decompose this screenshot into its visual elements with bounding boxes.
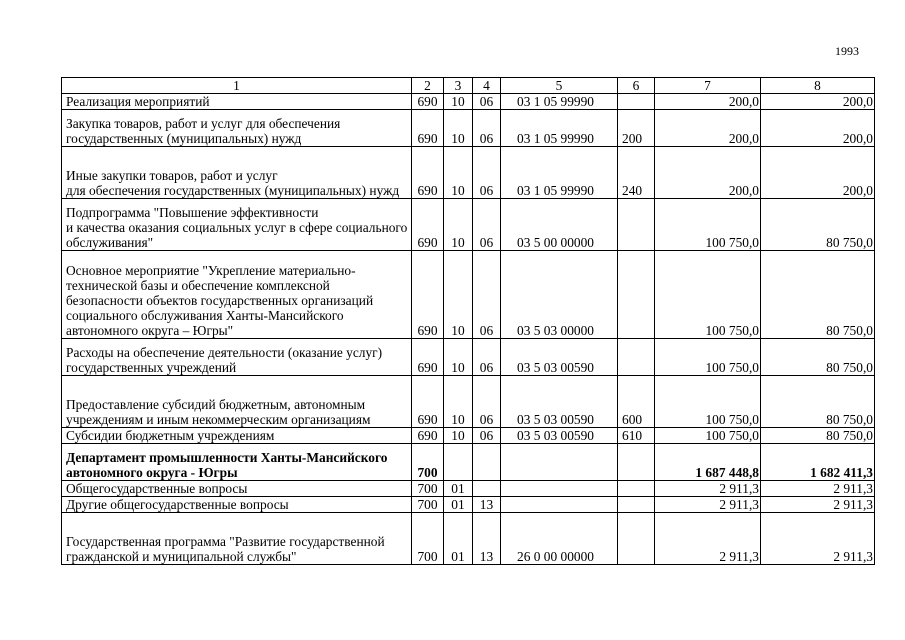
cell-target-article: 03 5 03 00590: [501, 428, 618, 444]
cell-ministry-code: 700: [412, 481, 444, 497]
cell-section: 01: [444, 497, 473, 513]
cell-amount-year1: 100 750,0: [655, 199, 761, 251]
cell-target-article: [501, 497, 618, 513]
cell-subsection: 06: [473, 339, 501, 376]
table-body: [62, 78, 875, 565]
cell-amount-year1: 100 750,0: [655, 251, 761, 339]
cell-amount-year2: 1 682 411,3: [761, 444, 875, 481]
cell-amount-year2: 200,0: [761, 94, 875, 110]
cell-expense-type: 600: [618, 376, 655, 428]
cell-amount-year1: 2 911,3: [655, 497, 761, 513]
cell-expense-type: [618, 497, 655, 513]
cell-amount-year2: 80 750,0: [761, 251, 875, 339]
cell-ministry-code: 690: [412, 428, 444, 444]
cell-name: Государственная программа "Развитие государственной гражданской и муниципальной службы": [62, 513, 412, 565]
cell-amount-year1: 1 687 448,8: [655, 444, 761, 481]
cell-name: Предоставление субсидий бюджетным, автономным учреждениям и иным некоммерческим организациям: [62, 376, 412, 428]
cell-section: 10: [444, 110, 473, 147]
cell-ministry-code: 690: [412, 376, 444, 428]
cell-section: 01: [444, 481, 473, 497]
cell-target-article: [501, 444, 618, 481]
table-row: [62, 444, 875, 481]
cell-ministry-code: 700: [412, 497, 444, 513]
cell-amount-year2: 80 750,0: [761, 428, 875, 444]
cell-subsection: 13: [473, 513, 501, 565]
cell-name: Расходы на обеспечение деятельности (оказание услуг) государственных учреждений: [62, 339, 412, 376]
cell-target-article: 26 0 00 00000: [501, 513, 618, 565]
cell-subsection: [473, 481, 501, 497]
cell-name: Департамент промышленности Ханты-Мансийского автономного округа - Югры: [62, 444, 412, 481]
column-header: 5: [501, 78, 618, 94]
column-header: 7: [655, 78, 761, 94]
cell-subsection: 06: [473, 428, 501, 444]
column-header: 8: [761, 78, 875, 94]
cell-target-article: [501, 481, 618, 497]
cell-amount-year1: 100 750,0: [655, 428, 761, 444]
cell-subsection: 06: [473, 376, 501, 428]
cell-section: 10: [444, 376, 473, 428]
cell-target-article: 03 5 03 00590: [501, 376, 618, 428]
cell-name: Субсидии бюджетным учреждениям: [62, 428, 412, 444]
table-row: [62, 147, 875, 199]
budget-table: [61, 77, 875, 565]
column-header: 3: [444, 78, 473, 94]
cell-expense-type: [618, 251, 655, 339]
table-row: [62, 497, 875, 513]
cell-name: Другие общегосударственные вопросы: [62, 497, 412, 513]
cell-ministry-code: 690: [412, 94, 444, 110]
cell-expense-type: 200: [618, 110, 655, 147]
cell-amount-year1: 100 750,0: [655, 339, 761, 376]
cell-section: [444, 444, 473, 481]
cell-subsection: 06: [473, 251, 501, 339]
cell-target-article: 03 5 00 00000: [501, 199, 618, 251]
cell-amount-year2: 200,0: [761, 147, 875, 199]
cell-ministry-code: 690: [412, 251, 444, 339]
cell-name: Реализация мероприятий: [62, 94, 412, 110]
column-header: 1: [62, 78, 412, 94]
column-header: 2: [412, 78, 444, 94]
cell-expense-type: 610: [618, 428, 655, 444]
cell-expense-type: [618, 444, 655, 481]
cell-ministry-code: 690: [412, 339, 444, 376]
cell-ministry-code: 690: [412, 199, 444, 251]
cell-section: 01: [444, 513, 473, 565]
cell-section: 10: [444, 94, 473, 110]
cell-subsection: 06: [473, 147, 501, 199]
cell-name: Иные закупки товаров, работ и услуг для обеспечения государственных (муниципальных) нужд: [62, 147, 412, 199]
cell-target-article: 03 1 05 99990: [501, 147, 618, 199]
cell-amount-year2: 2 911,3: [761, 513, 875, 565]
page-number: 1993: [835, 44, 859, 58]
cell-amount-year1: 2 911,3: [655, 481, 761, 497]
table-header-row: [62, 78, 875, 94]
table-row: [62, 199, 875, 251]
cell-section: 10: [444, 339, 473, 376]
table-row: [62, 339, 875, 376]
table-row: [62, 513, 875, 565]
table-row: [62, 251, 875, 339]
cell-expense-type: [618, 94, 655, 110]
cell-expense-type: [618, 199, 655, 251]
table-row: [62, 428, 875, 444]
cell-amount-year2: 80 750,0: [761, 199, 875, 251]
cell-section: 10: [444, 251, 473, 339]
cell-target-article: 03 1 05 99990: [501, 110, 618, 147]
cell-subsection: 06: [473, 94, 501, 110]
cell-expense-type: [618, 481, 655, 497]
cell-name: Подпрограмма "Повышение эффективности и качества оказания социальных услуг в сфере социального обслуживания": [62, 199, 412, 251]
cell-name: Закупка товаров, работ и услуг для обеспечения государственных (муниципальных) нужд: [62, 110, 412, 147]
cell-expense-type: [618, 513, 655, 565]
cell-subsection: 06: [473, 199, 501, 251]
cell-section: 10: [444, 199, 473, 251]
cell-amount-year2: 2 911,3: [761, 497, 875, 513]
cell-amount-year2: 2 911,3: [761, 481, 875, 497]
cell-ministry-code: 700: [412, 444, 444, 481]
cell-section: 10: [444, 428, 473, 444]
cell-expense-type: 240: [618, 147, 655, 199]
cell-ministry-code: 700: [412, 513, 444, 565]
cell-target-article: 03 5 03 00590: [501, 339, 618, 376]
cell-target-article: 03 5 03 00000: [501, 251, 618, 339]
column-header: 6: [618, 78, 655, 94]
cell-amount-year1: 100 750,0: [655, 376, 761, 428]
cell-amount-year1: 2 911,3: [655, 513, 761, 565]
cell-expense-type: [618, 339, 655, 376]
cell-amount-year1: 200,0: [655, 94, 761, 110]
cell-amount-year2: 80 750,0: [761, 376, 875, 428]
table-row: [62, 481, 875, 497]
cell-subsection: 06: [473, 110, 501, 147]
cell-section: 10: [444, 147, 473, 199]
cell-ministry-code: 690: [412, 147, 444, 199]
cell-subsection: [473, 444, 501, 481]
cell-amount-year2: 80 750,0: [761, 339, 875, 376]
table-row: [62, 110, 875, 147]
cell-amount-year2: 200,0: [761, 110, 875, 147]
cell-amount-year1: 200,0: [655, 110, 761, 147]
cell-ministry-code: 690: [412, 110, 444, 147]
cell-name: Общегосударственные вопросы: [62, 481, 412, 497]
table-row: [62, 376, 875, 428]
cell-subsection: 13: [473, 497, 501, 513]
cell-target-article: 03 1 05 99990: [501, 94, 618, 110]
cell-amount-year1: 200,0: [655, 147, 761, 199]
table-row: [62, 94, 875, 110]
column-header: 4: [473, 78, 501, 94]
cell-name: Основное мероприятие "Укрепление материально-технической базы и обеспечение комплексной безопасности объектов государственных организаций социального обслуживания Ханты-Мансийского автономного округа – Югры": [62, 251, 412, 339]
